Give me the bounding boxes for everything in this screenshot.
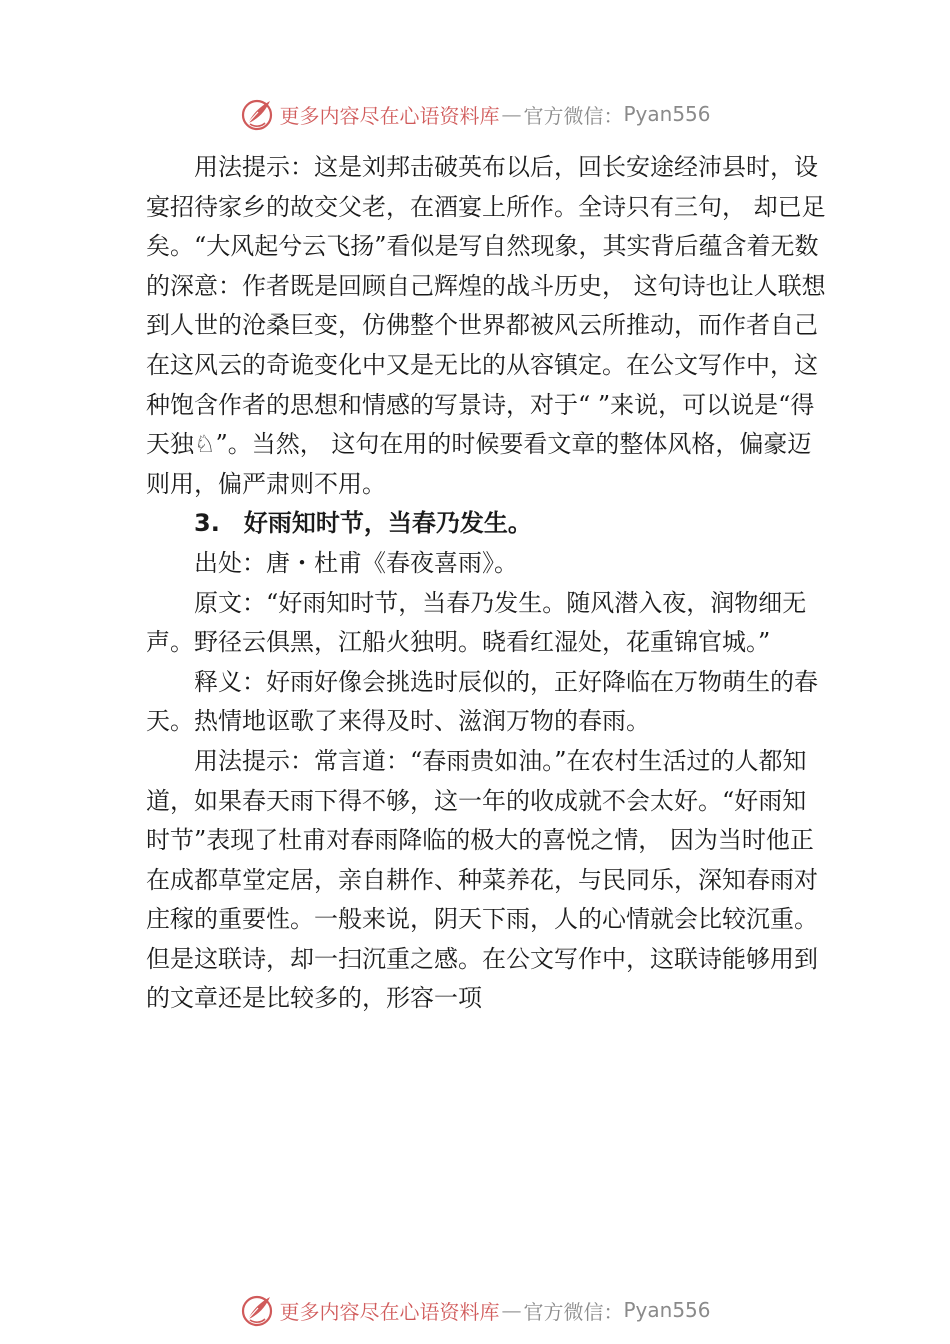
banner-separator: — <box>501 1298 522 1322</box>
section-number: 3. <box>194 509 220 538</box>
banner-wechat-id: Pyan556 <box>623 1298 711 1322</box>
feather-pen-logo-icon <box>239 1292 275 1328</box>
banner-separator: — <box>501 102 522 126</box>
banner-promo-text: 更多内容尽在心语资料库 <box>279 103 500 128</box>
banner-official-label: 官方微信： <box>523 103 624 128</box>
section-title: 好雨知时节，当春乃发生。 <box>243 509 532 538</box>
meaning-paragraph: 释义：好雨好像会挑选时辰似的，正好降临在万物萌生的春天。热情地讴歌了来得及时、滋润万物的春雨。 <box>146 667 818 736</box>
banner-promo-text: 更多内容尽在心语资料库 <box>279 1299 500 1324</box>
original-text-paragraph: 原文：“好雨知时节，当春乃发生。随风潜入夜，润物细无声。野径云俱黑，江船火独明。晓看红湿处，花重锦官城。” <box>146 588 807 657</box>
banner-official-label: 官方微信： <box>523 1299 624 1324</box>
feather-pen-logo-icon <box>239 96 275 132</box>
banner-wechat-id: Pyan556 <box>623 102 711 126</box>
source-paragraph: 出处：唐・杜甫《春夜喜雨》。 <box>194 548 518 577</box>
header-banner <box>0 92 950 136</box>
section-heading <box>146 504 826 544</box>
document-body <box>146 148 826 1019</box>
footer-banner <box>0 1288 950 1332</box>
usage-paragraph-1: 用法提示：这是刘邦击破英布以后，回长安途经沛县时，设宴招待家乡的故交父老，在酒宴上所作。全诗只有三句， 却已足矣。“大风起兮云飞扬”看似是写自然现象，其实背后蕴含着无数的深意：作者既是回顾自己辉煌的战斗历史， 这句诗也让人联想到人世的沧桑巨变，仿佛整个世界都被风云所推动，而作者自己在这风云的奇诡变化中又是无比的从容镇定。在公文写作中，这种饱含作者的思想和情感的写景诗，对于“ ”来说，可以说是“得天独♘”。当然， 这句在用的时候要看文章的整体风格，偏豪迈则用，偏严肃则不用。 <box>146 153 826 498</box>
usage-paragraph-2: 用法提示：常言道：“春雨贵如油。”在农村生活过的人都知道，如果春天雨下得不够，这一年的收成就不会太好。“好雨知时节”表现了杜甫对春雨降临的极大的喜悦之情， 因为当时他正在成都草堂定居，亲自耕作、种菜养花，与民同乐，深知春雨对庄稼的重要性。一般来说，阴天下雨，人的心情就会比较沉重。但是这联诗，却一扫沉重之感。在公文写作中，这联诗能够用到的文章还是比较多的，形容一项 <box>146 746 818 1013</box>
